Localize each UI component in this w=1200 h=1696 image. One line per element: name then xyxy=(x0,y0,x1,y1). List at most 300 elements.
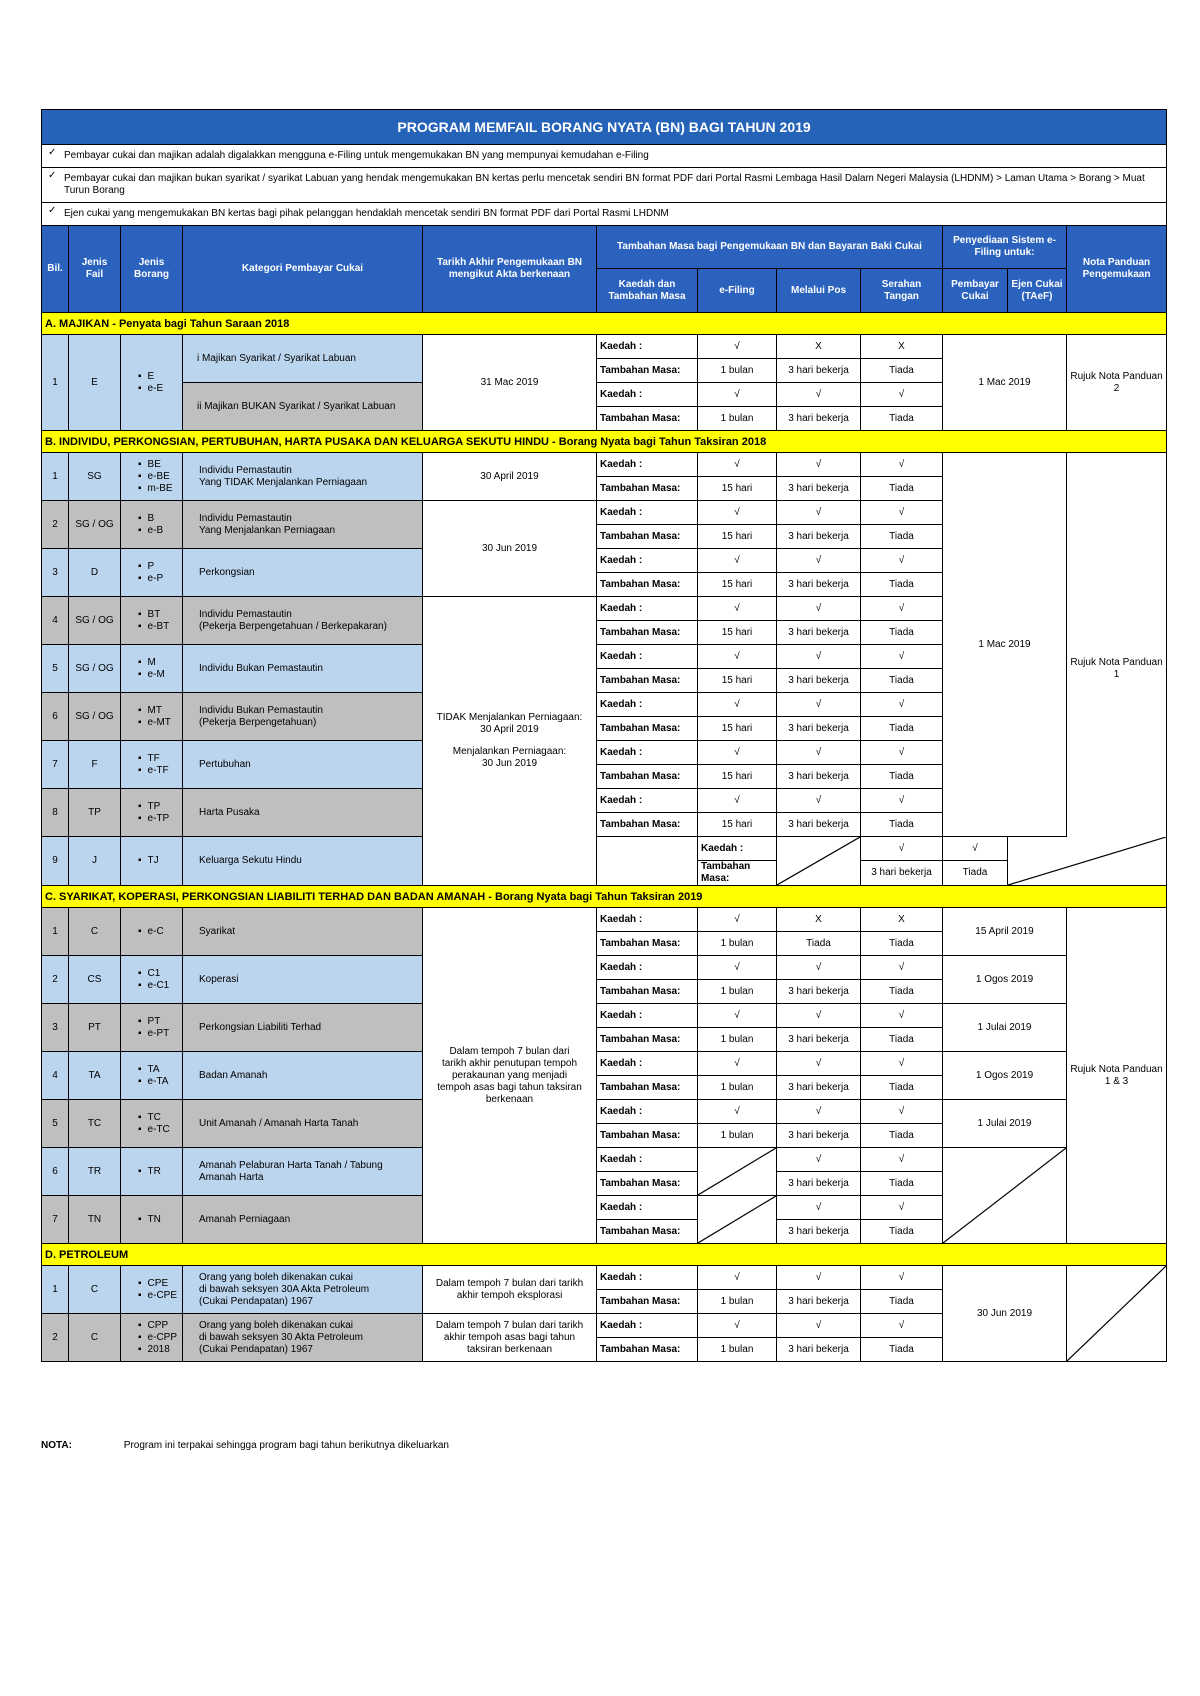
form-code: M xyxy=(147,656,156,668)
nota-cell xyxy=(1067,908,1167,1244)
tambahan-label: Tambahan Masa: xyxy=(701,861,751,884)
tarikh-cell xyxy=(423,1266,597,1314)
method-value: √ xyxy=(898,961,905,973)
extension-value: 3 hari bekerja xyxy=(788,412,849,424)
extension-value: 3 hari bekerja xyxy=(788,770,849,782)
form-code: B xyxy=(147,512,155,524)
method-cell xyxy=(777,597,861,621)
method-cell xyxy=(861,1148,943,1172)
header-penyediaan-cell xyxy=(943,226,1067,269)
method-value: √ xyxy=(898,842,905,854)
method-value: √ xyxy=(898,746,905,758)
fail-cell xyxy=(69,837,121,886)
fail-cell xyxy=(69,645,121,693)
extension-cell xyxy=(777,359,861,383)
form-type xyxy=(138,371,179,383)
form-type xyxy=(138,1332,179,1344)
row-fail: SG / OG xyxy=(75,614,114,626)
form-list xyxy=(124,1214,179,1226)
form-list xyxy=(124,1016,179,1040)
form-code: C1 xyxy=(147,967,161,979)
section-a-heading: A. MAJIKAN - Penyata bagi Tahun Saraan 2018 xyxy=(42,313,1167,335)
method-value: √ xyxy=(898,506,905,518)
tarikh-text: Dalam tempoh 7 bulan dari tarikh akhir tempoh asas bagi tahun taksiran berkenaan xyxy=(435,1319,584,1355)
form-type xyxy=(138,1166,179,1178)
form-list xyxy=(124,1064,179,1088)
form-type xyxy=(138,471,179,483)
extension-value: Tiada xyxy=(889,482,914,494)
penyediaan-cell xyxy=(943,1100,1067,1148)
form-type xyxy=(138,1278,179,1290)
kaedah-label-cell xyxy=(597,1004,698,1028)
footer-note xyxy=(41,1440,449,1451)
method-value: √ xyxy=(898,1009,905,1021)
tambahan-label-cell xyxy=(597,1172,698,1196)
kaedah-label-cell xyxy=(597,956,698,980)
tarikh-line: Menjalankan Perniagaan: xyxy=(452,746,567,757)
bil-cell xyxy=(42,956,69,1004)
form-code: TA xyxy=(147,1063,160,1075)
method-cell xyxy=(698,645,777,669)
penyediaan-text: 1 Julai 2019 xyxy=(977,1117,1032,1129)
method-value: √ xyxy=(734,1057,740,1069)
borang-cell xyxy=(121,335,183,431)
method-cell xyxy=(777,501,861,525)
extension-value: Tiada xyxy=(889,818,914,830)
method-value: √ xyxy=(734,340,740,352)
form-type xyxy=(138,1016,179,1028)
bil-cell xyxy=(42,1052,69,1100)
method-cell xyxy=(698,1314,777,1338)
bil-cell xyxy=(42,597,69,645)
form-code: TP xyxy=(147,800,161,812)
extension-value: 3 hari bekerja xyxy=(788,818,849,830)
diagonal-slash-icon xyxy=(698,1148,776,1195)
row-fail: TP xyxy=(88,806,101,818)
tambahan-label-cell xyxy=(597,717,698,741)
extension-cell xyxy=(861,1076,943,1100)
row-bil: 1 xyxy=(52,376,58,388)
row-fail: SG / OG xyxy=(75,662,114,674)
form-list xyxy=(124,801,179,825)
kaedah-label-cell xyxy=(597,1196,698,1220)
kaedah-label: Kaedah : xyxy=(600,554,643,566)
extension-cell xyxy=(861,861,943,886)
check-icon: ✓ xyxy=(48,205,57,216)
tambahan-label: Tambahan Masa: xyxy=(600,674,681,686)
extension-value: 3 hari bekerja xyxy=(788,1343,849,1355)
borang-cell xyxy=(121,501,183,549)
bil-cell xyxy=(42,1196,69,1244)
penyediaan-text: 30 Jun 2019 xyxy=(976,1307,1033,1319)
form-code: m-BE xyxy=(147,482,173,494)
extension-value: Tiada xyxy=(889,626,914,638)
bil-cell xyxy=(42,837,69,886)
note-text: Ejen cukai yang mengemukakan BN kertas bagi pihak pelanggan hendaklah mencetak sendiri BN format PDF dari Portal Rasmi LHDNM xyxy=(64,208,669,219)
method-value: √ xyxy=(898,1271,905,1283)
header-kategori: Kategori Pembayar Cukai xyxy=(241,263,364,274)
extension-cell xyxy=(777,1124,861,1148)
form-code: CPP xyxy=(147,1319,169,1331)
row-bil: 6 xyxy=(52,710,58,722)
form-code: e-CPE xyxy=(147,1289,177,1301)
extension-cell xyxy=(777,621,861,645)
tarikh-text: 31 Mac 2019 xyxy=(480,376,539,388)
method-value: √ xyxy=(898,650,905,662)
header-tambahan-cell xyxy=(597,226,943,269)
method-cell xyxy=(861,1196,943,1220)
extension-cell xyxy=(698,407,777,431)
extension-cell xyxy=(861,932,943,956)
form-list xyxy=(124,705,179,729)
kaedah-label: Kaedah : xyxy=(600,1201,643,1213)
row-fail: C xyxy=(90,925,99,937)
extension-value: Tiada xyxy=(889,722,914,734)
extension-value: 3 hari bekerja xyxy=(788,1129,849,1141)
extension-value: Tiada xyxy=(962,867,988,878)
borang-cell xyxy=(121,741,183,789)
method-value: X xyxy=(898,340,905,352)
tambahan-label-cell xyxy=(597,813,698,837)
borang-cell xyxy=(121,1004,183,1052)
row-fail: C xyxy=(90,1331,99,1343)
extension-cell xyxy=(777,813,861,837)
kaedah-label-cell xyxy=(597,789,698,813)
form-list xyxy=(124,609,179,633)
form-code: e-M xyxy=(147,668,165,680)
row-bil: 4 xyxy=(52,1069,58,1081)
text-line: Keluarga Sekutu Hindu xyxy=(199,855,302,866)
row-bil: 3 xyxy=(52,566,58,578)
extension-cell xyxy=(777,477,861,501)
method-value: √ xyxy=(898,698,905,710)
method-cell xyxy=(861,549,943,573)
bil-cell xyxy=(42,645,69,693)
fail-cell xyxy=(69,501,121,549)
tarikh-cell xyxy=(423,597,597,886)
extension-cell xyxy=(698,1290,777,1314)
method-value: √ xyxy=(734,913,740,925)
method-value: √ xyxy=(815,746,822,758)
kaedah-label: Kaedah : xyxy=(600,913,643,925)
efiling-na-cell xyxy=(698,1148,777,1196)
form-type xyxy=(138,1112,179,1124)
text-line: Yang TIDAK Menjalankan Perniagaan xyxy=(199,476,368,488)
form-list xyxy=(124,753,179,777)
tambahan-label: Tambahan Masa: xyxy=(600,1177,681,1189)
form-type xyxy=(138,855,179,867)
extension-cell xyxy=(861,407,943,431)
row-bil: 1 xyxy=(52,925,58,937)
row-bil: 7 xyxy=(52,1213,58,1225)
method-cell xyxy=(777,335,861,359)
form-code: TC xyxy=(147,1111,161,1123)
method-cell xyxy=(861,1004,943,1028)
method-value: √ xyxy=(815,650,822,662)
text-line: (Cukai Pendapatan) 1967 xyxy=(199,1295,313,1307)
tambahan-label-cell xyxy=(597,621,698,645)
form-code: e-BT xyxy=(147,620,170,632)
extension-value: Tiada xyxy=(889,1129,914,1141)
kaedah-label-cell xyxy=(597,1314,698,1338)
method-value: √ xyxy=(898,794,905,806)
method-cell xyxy=(777,741,861,765)
extension-value: 3 hari bekerja xyxy=(788,482,849,494)
extension-cell xyxy=(777,525,861,549)
header-kaedah: Kaedah dan Tambahan Masa xyxy=(608,278,686,302)
method-cell xyxy=(777,1314,861,1338)
tambahan-label: Tambahan Masa: xyxy=(600,818,681,830)
extension-cell xyxy=(777,1076,861,1100)
method-cell xyxy=(861,383,943,407)
kategori-cell xyxy=(183,789,423,837)
tambahan-label-cell xyxy=(597,407,698,431)
extension-cell xyxy=(698,1124,777,1148)
form-type xyxy=(138,383,179,395)
borang-cell xyxy=(121,645,183,693)
method-value: √ xyxy=(734,650,740,662)
check-icon: ✓ xyxy=(48,147,57,158)
text-line: Orang yang boleh dikenakan cukai xyxy=(199,1271,353,1283)
method-value: √ xyxy=(898,1319,905,1331)
form-code: e-MT xyxy=(147,716,171,728)
method-cell xyxy=(777,1004,861,1028)
method-cell xyxy=(861,1314,943,1338)
method-value: √ xyxy=(734,458,740,470)
header-tarikh-cell xyxy=(423,226,597,313)
form-type xyxy=(138,483,179,495)
nota-text: Rujuk Nota Panduan 1 & 3 xyxy=(1070,1063,1163,1087)
bil-cell xyxy=(42,1100,69,1148)
header-jenis-borang-cell xyxy=(121,226,183,313)
nota-text: Rujuk Nota Panduan 2 xyxy=(1070,370,1163,394)
row-bil: 6 xyxy=(52,1165,58,1177)
kategori-cell xyxy=(183,549,423,597)
tambahan-label-cell xyxy=(597,1076,698,1100)
fail-cell xyxy=(69,1266,121,1314)
header-tarikh: Tarikh Akhir Pengemukaan BN mengikut Akta berkenaan xyxy=(436,257,583,280)
kaedah-label-cell xyxy=(597,597,698,621)
penyediaan-cell xyxy=(943,453,1067,837)
extension-cell xyxy=(861,1220,943,1244)
bil-cell xyxy=(42,1004,69,1052)
form-list xyxy=(124,561,179,585)
tambahan-label-cell xyxy=(597,932,698,956)
tambahan-label-cell xyxy=(698,861,777,886)
extension-cell xyxy=(861,1172,943,1196)
header-tambahan: Tambahan Masa bagi Pengemukaan BN dan Bayaran Baki Cukai xyxy=(617,241,922,252)
tarikh-line: 30 April 2019 xyxy=(480,724,539,735)
form-type xyxy=(138,1290,179,1302)
extension-value: 15 hari xyxy=(721,482,753,494)
kaedah-label-cell xyxy=(597,335,698,359)
row-bil: 9 xyxy=(52,855,58,866)
text-line: Pertubuhan xyxy=(199,758,251,770)
kaedah-label: Kaedah : xyxy=(600,1319,643,1331)
method-cell xyxy=(861,597,943,621)
header-jenis-borang: Jenis Borang xyxy=(134,257,169,280)
extension-cell xyxy=(777,765,861,789)
form-type xyxy=(138,980,179,992)
text-line: Individu Bukan Pemastautin xyxy=(199,662,323,674)
tarikh-text: Dalam tempoh 7 bulan dari tarikh akhir tempoh eksplorasi xyxy=(435,1277,584,1301)
form-type xyxy=(138,1124,179,1136)
header-serahan-cell xyxy=(861,269,943,313)
tarikh-text: 30 Jun 2019 xyxy=(481,542,538,554)
method-cell xyxy=(777,1100,861,1124)
header-pembayar: Pembayar Cukai xyxy=(951,278,999,302)
extension-value: 3 hari bekerja xyxy=(871,867,932,878)
tambahan-label-cell xyxy=(597,669,698,693)
fail-cell xyxy=(69,1052,121,1100)
bil-cell xyxy=(42,1148,69,1196)
tambahan-label: Tambahan Masa: xyxy=(600,1295,681,1307)
form-code: e-BE xyxy=(147,470,170,482)
form-type xyxy=(138,813,179,825)
method-cell xyxy=(698,383,777,407)
kaedah-label-cell xyxy=(597,1052,698,1076)
tambahan-label: Tambahan Masa: xyxy=(600,770,681,782)
tambahan-label-cell xyxy=(597,477,698,501)
method-value: √ xyxy=(815,554,822,566)
method-cell xyxy=(777,453,861,477)
method-cell xyxy=(698,1100,777,1124)
text-line: Individu Bukan Pemastautin xyxy=(199,704,323,716)
extension-cell xyxy=(698,1338,777,1362)
row-bil: 5 xyxy=(52,1117,58,1129)
method-cell xyxy=(698,1052,777,1076)
fail-cell xyxy=(69,1314,121,1362)
note-row xyxy=(42,168,1167,203)
extension-value: 1 bulan xyxy=(720,1081,754,1093)
extension-cell xyxy=(698,525,777,549)
method-cell xyxy=(861,741,943,765)
tarikh-cell xyxy=(423,335,597,431)
form-type xyxy=(138,513,179,525)
text-line: Individu Pemastautin xyxy=(199,608,292,620)
extension-value: 15 hari xyxy=(721,722,753,734)
method-cell xyxy=(861,1100,943,1124)
extension-cell xyxy=(777,980,861,1004)
bil-cell xyxy=(42,741,69,789)
header-pos: Melalui Pos xyxy=(790,284,846,296)
penyediaan-cell xyxy=(943,908,1067,956)
kategori-cell xyxy=(183,453,423,501)
page-title: PROGRAM MEMFAIL BORANG NYATA (BN) BAGI TAHUN 2019 xyxy=(42,110,1167,145)
check-icon: ✓ xyxy=(48,170,57,181)
diagonal-slash-icon xyxy=(698,1196,776,1243)
method-value: √ xyxy=(815,698,822,710)
row-fail: F xyxy=(91,758,98,770)
form-code: BE xyxy=(147,458,161,470)
method-cell xyxy=(698,908,777,932)
extension-value: 15 hari xyxy=(721,578,753,590)
kategori-text: Badan Amanah xyxy=(199,1069,268,1081)
form-code: e-CPP xyxy=(147,1331,177,1343)
kaedah-label: Kaedah : xyxy=(600,506,643,518)
method-value: √ xyxy=(815,1319,822,1331)
method-value: √ xyxy=(734,698,740,710)
form-code: 2018 xyxy=(147,1343,170,1355)
row-bil: 2 xyxy=(52,518,58,530)
method-value: √ xyxy=(898,1057,905,1069)
text-line: Orang yang boleh dikenakan cukai xyxy=(199,1319,353,1331)
borang-cell xyxy=(121,693,183,741)
tarikh-cell xyxy=(597,837,698,886)
bil-cell xyxy=(42,1314,69,1362)
extension-cell xyxy=(777,1338,861,1362)
method-value: √ xyxy=(815,1153,822,1165)
form-type xyxy=(138,717,179,729)
extension-cell xyxy=(698,477,777,501)
form-code: TJ xyxy=(147,855,159,866)
tambahan-label-cell xyxy=(597,1124,698,1148)
kategori-cell xyxy=(183,597,423,645)
form-type xyxy=(138,669,179,681)
borang-cell xyxy=(121,1052,183,1100)
method-value: √ xyxy=(815,1009,822,1021)
borang-nyata-table-sheet xyxy=(41,109,1166,1362)
header-efiling-cell xyxy=(698,269,777,313)
kategori-cell xyxy=(183,956,423,1004)
fail-cell xyxy=(69,335,121,431)
extension-value: Tiada xyxy=(889,1295,914,1307)
penyediaan-na-cell xyxy=(943,1148,1067,1244)
row-bil: 3 xyxy=(52,1021,58,1033)
method-cell xyxy=(698,693,777,717)
extension-cell xyxy=(861,621,943,645)
extension-value: 15 hari xyxy=(721,674,753,686)
extension-value: 1 bulan xyxy=(720,985,754,997)
tarikh-text: Dalam tempoh 7 bulan dari tarikh akhir penutupan tempoh perakaunan yang menjadi tempoh asas bagi tahun taksiran berkenaan xyxy=(437,1045,582,1105)
extension-cell xyxy=(777,407,861,431)
form-code: TF xyxy=(147,752,160,764)
note-row xyxy=(42,203,1167,226)
form-code: e-P xyxy=(147,572,164,584)
extension-value: Tiada xyxy=(889,1225,914,1237)
form-type xyxy=(138,621,179,633)
nota-text: Rujuk Nota Panduan 1 xyxy=(1070,657,1163,680)
kaedah-label-cell xyxy=(597,693,698,717)
extension-value: 3 hari bekerja xyxy=(788,364,849,376)
method-cell xyxy=(698,335,777,359)
borang-cell xyxy=(121,1100,183,1148)
extension-value: 3 hari bekerja xyxy=(788,1081,849,1093)
penyediaan-text: 1 Ogos 2019 xyxy=(975,973,1034,985)
kaedah-label: Kaedah : xyxy=(600,746,643,758)
header-kaedah-cell xyxy=(597,269,698,313)
method-value: √ xyxy=(734,506,740,518)
kategori-cell xyxy=(183,501,423,549)
method-cell xyxy=(861,1266,943,1290)
tambahan-label: Tambahan Masa: xyxy=(600,1081,681,1093)
kategori-text: Perkongsian Liabiliti Terhad xyxy=(199,1021,322,1033)
penyediaan-cell xyxy=(943,956,1067,1004)
method-value: √ xyxy=(815,1105,822,1117)
extension-cell xyxy=(777,573,861,597)
tambahan-label: Tambahan Masa: xyxy=(600,1343,681,1355)
fail-cell xyxy=(69,741,121,789)
method-value: X xyxy=(815,340,822,352)
kategori-text: ii Majikan BUKAN Syarikat / Syarikat Labuan xyxy=(197,400,396,412)
header-penyediaan: Penyediaan Sistem e-Filing untuk: xyxy=(953,235,1056,258)
kaedah-label: Kaedah : xyxy=(701,842,744,854)
extension-cell xyxy=(861,717,943,741)
penyediaan-text: 1 Mac 2019 xyxy=(978,376,1031,388)
form-code: e-C xyxy=(147,925,164,937)
kategori-cell xyxy=(183,1052,423,1100)
penyediaan-text: 15 April 2019 xyxy=(975,925,1034,937)
